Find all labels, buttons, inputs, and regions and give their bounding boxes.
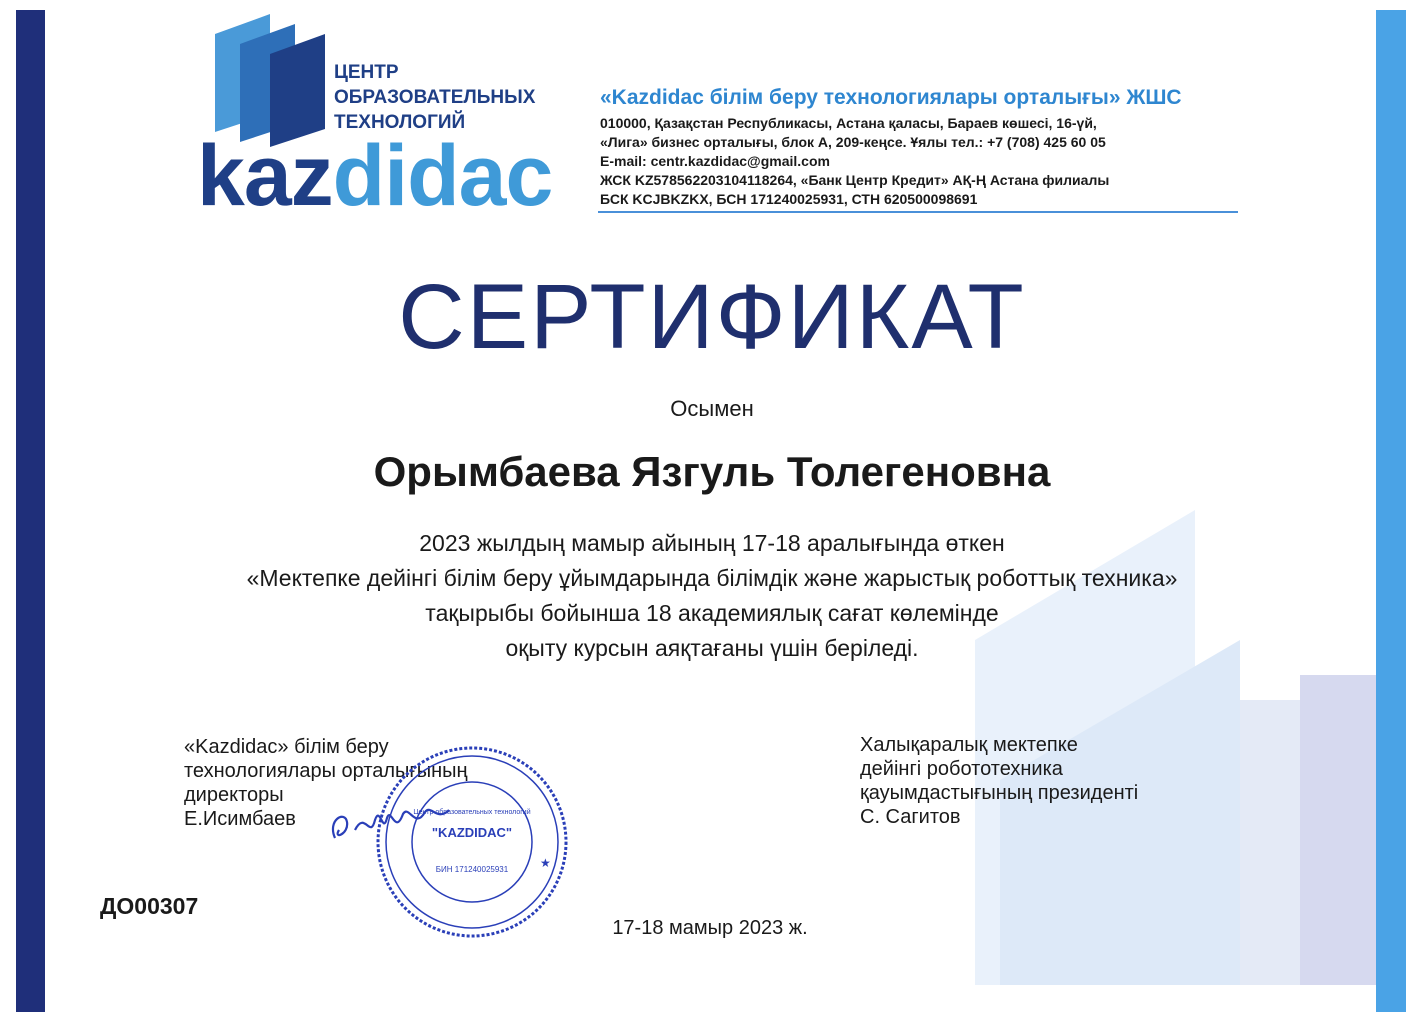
logo-brand-kaz: kaz	[197, 128, 333, 224]
signatory-name: Е.Исимбаев	[184, 808, 296, 830]
recipient-name: Орымбаева Язгуль Толегеновна	[373, 448, 1051, 495]
handwritten-signature	[325, 800, 455, 850]
body-line: оқыту курсын аяқтағаны үшін беріледі.	[505, 635, 919, 661]
right-signatory	[860, 733, 1138, 829]
logo-brand	[197, 126, 552, 226]
org-bank-line: ЖСК KZ578562203104118264, «Банк Центр Кредит» АҚ-Ң Астана филиалы	[600, 172, 1110, 188]
org-ids-line: БСК KCJBKZKX, БСН 171240025931, СТН 620500098691	[600, 191, 978, 207]
signatory-name: С. Сагитов	[860, 806, 961, 828]
signatory-line: қауымдастығының президенті	[860, 782, 1139, 804]
org-address-line: «Лига» бизнес орталығы, блок А, 209-кеңсе. Ұялы тел.: +7 (708) 425 60 05	[600, 134, 1106, 150]
svg-text:★: ★	[540, 856, 551, 870]
stamp-bin-text: БИН 171240025931	[435, 865, 509, 874]
left-border-bar	[16, 10, 45, 1012]
organization-details	[600, 114, 1109, 209]
org-address-line: 010000, Қазақстан Республикасы, Астана қаласы, Бараев көшесі, 16-үй,	[600, 115, 1097, 131]
stamp-center-text: "KAZDIDAC"	[431, 825, 513, 840]
certificate-title: СЕРТИФИКАТ	[398, 266, 1026, 368]
header-divider	[598, 211, 1238, 213]
org-email-line: E-mail: centr.kazdidac@gmail.com	[600, 153, 830, 169]
body-line: 2023 жылдың мамыр айының 17-18 аралығында өткен	[419, 530, 1005, 556]
certificate-body	[0, 526, 1424, 666]
logo-russian-text	[334, 60, 535, 135]
signatory-line: Халықаралық мектепке	[860, 734, 1078, 756]
certificate-date	[0, 917, 1424, 940]
logo-line-1: ЦЕНТР	[334, 62, 399, 83]
signatory-line: дейінгі робототехника	[860, 758, 1063, 780]
right-border-bar	[1376, 10, 1406, 1012]
signatory-line: «Kazdidac» білім беру	[184, 736, 389, 758]
logo-brand-didac: didac	[332, 128, 553, 224]
body-line: «Мектепке дейінгі білім беру ұйымдарында білімдік және жарыстық роботтық техника»	[246, 565, 1178, 591]
organization-title: «Kazdidac білім беру технологиялары орталығы» ЖШС	[600, 86, 1182, 109]
stamp-inner-text: Центр образовательных технологий	[413, 809, 531, 816]
body-line: тақырыбы бойынша 18 академиялық сағат көлемінде	[425, 600, 999, 626]
signatory-line: технологиялары орталығының	[184, 760, 468, 782]
certificate-date-text: 17-18 мамыр 2023 ж.	[612, 917, 808, 939]
logo-line-3: ТЕХНОЛОГИЙ	[334, 112, 466, 133]
signatory-line: директоры	[184, 784, 284, 806]
logo-line-2: ОБРАЗОВАТЕЛЬНЫХ	[334, 87, 536, 108]
hereby-text: Осымен	[670, 396, 754, 421]
certificate-serial: ДО00307	[100, 893, 199, 919]
